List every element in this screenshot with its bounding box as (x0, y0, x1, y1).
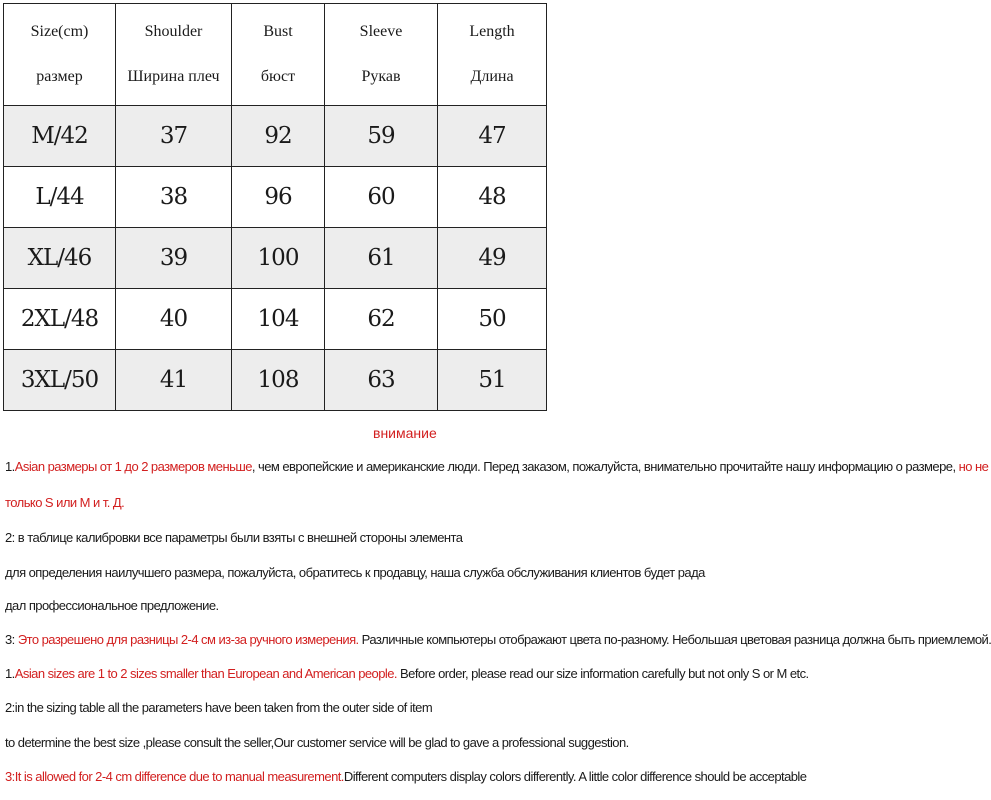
note-ru-2-line1: 2: в таблице калибровки все параметры были взяты с внешней стороны элемента (5, 530, 463, 545)
note-en-2-line2: to determine the best size ,please consult the seller,Our customer service will be glad to gave a professional suggestion. (5, 735, 629, 750)
cell-sleeve: 63 (325, 350, 438, 411)
note-ru-1-line2: только S или M и т. Д. (5, 495, 125, 510)
note-number: 1. (5, 459, 15, 474)
cell-sleeve: 59 (325, 106, 438, 167)
note-ru-2-line2: для определения наилучшего размера, пожалуйста, обратитесь к продавцу, наша служба обслуживания клиентов будет рада (5, 565, 705, 580)
cell-bust: 108 (232, 350, 325, 411)
cell-size: 3XL/50 (4, 350, 116, 411)
note-ru-1-line1 (5, 459, 988, 474)
cell-sleeve: 62 (325, 289, 438, 350)
note-text: , чем европейские и американские люди. Перед заказом, пожалуйста, внимательно прочитайте нашу информацию о размере, (251, 459, 959, 474)
cell-size: L/44 (4, 167, 116, 228)
header-shoulder-en: Shoulder (144, 23, 203, 40)
cell-bust: 96 (232, 167, 325, 228)
note-text: Различные компьютеры отображают цвета по-разному. Небольшая цветовая разница должна быть приемлемой. (358, 632, 991, 647)
cell-shoulder: 38 (116, 167, 232, 228)
note-en-3 (5, 769, 806, 784)
header-size-ru: размер (36, 68, 83, 85)
cell-size: 2XL/48 (4, 289, 116, 350)
note-text: Before order, please read our size information carefully but not only S or M etc. (397, 666, 809, 681)
note-text: Different computers display colors differently. A little color difference should be acceptable (343, 769, 807, 784)
header-length-en: Length (469, 23, 515, 40)
cell-bust: 92 (232, 106, 325, 167)
note-highlight: Asian sizes are 1 to 2 sizes smaller than European and American people. (14, 666, 397, 681)
cell-length: 49 (438, 228, 547, 289)
header-bust-en: Bust (263, 23, 293, 40)
note-number: 3: (5, 769, 15, 784)
note-number: 1. (5, 666, 15, 681)
header-sleeve-ru: Рукав (361, 68, 401, 85)
header-sleeve-en: Sleeve (359, 23, 403, 40)
cell-sleeve: 60 (325, 167, 438, 228)
cell-length: 51 (438, 350, 547, 411)
note-en-1 (5, 666, 809, 681)
cell-size: XL/46 (4, 228, 116, 289)
note-ru-3 (5, 632, 991, 647)
cell-size: M/42 (4, 106, 116, 167)
cell-bust: 104 (232, 289, 325, 350)
note-en-2-line1: 2:in the sizing table all the parameters have been taken from the outer side of item (5, 700, 433, 715)
cell-bust: 100 (232, 228, 325, 289)
header-bust-ru: бюст (260, 68, 296, 85)
cell-sleeve: 61 (325, 228, 438, 289)
note-number: 3: (5, 632, 18, 647)
cell-length: 48 (438, 167, 547, 228)
note-highlight: но не (958, 459, 989, 474)
note-highlight: Asian размеры от 1 до 2 размеров меньше (14, 459, 252, 474)
note-ru-2-line3: дал профессиональное предложение. (5, 598, 219, 613)
attention-heading: внимание (373, 425, 437, 441)
cell-shoulder: 39 (116, 228, 232, 289)
note-highlight: It is allowed for 2-4 cm difference due to manual measurement. (14, 769, 344, 784)
cell-shoulder: 37 (116, 106, 232, 167)
header-length-ru: Длина (470, 68, 514, 85)
cell-shoulder: 41 (116, 350, 232, 411)
header-shoulder-ru: Ширина плеч (127, 68, 220, 85)
cell-length: 50 (438, 289, 547, 350)
note-highlight: Это разрешено для разницы 2-4 см из-за ручного измерения. (17, 632, 359, 647)
cell-shoulder: 40 (116, 289, 232, 350)
cell-length: 47 (438, 106, 547, 167)
header-size-en: Size(cm) (30, 23, 89, 40)
